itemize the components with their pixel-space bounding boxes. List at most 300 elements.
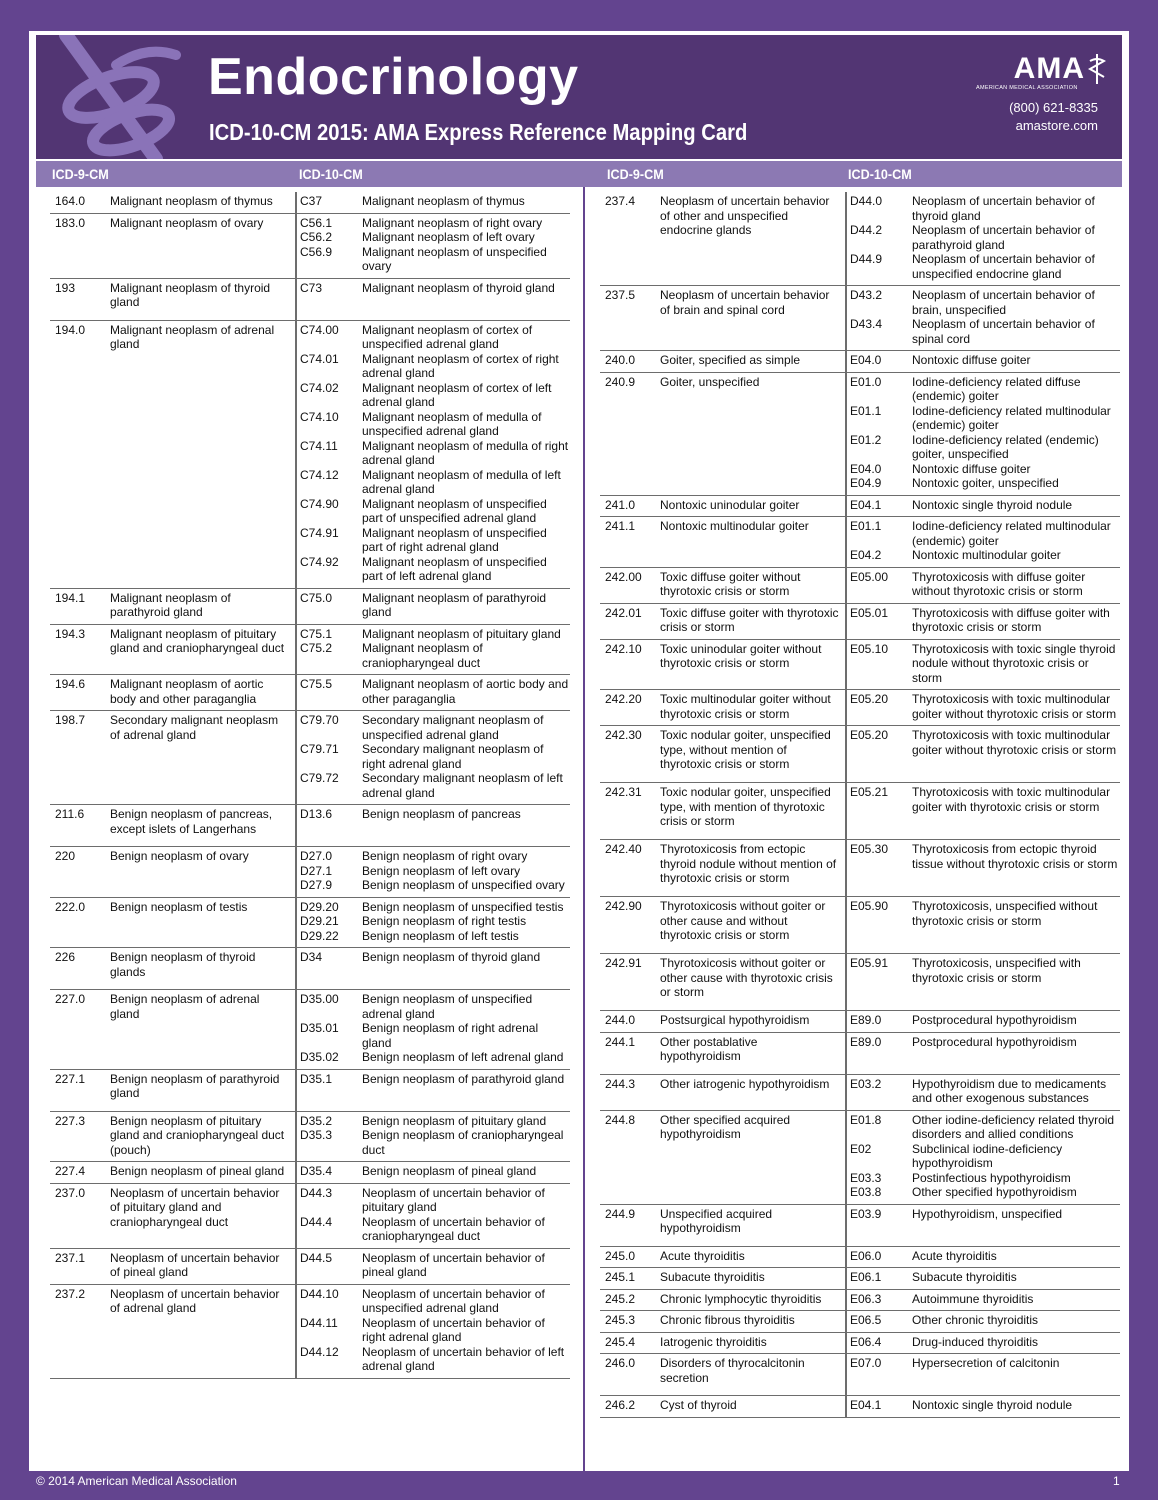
icd9-description: Disorders of thyrocalcitonin secretion xyxy=(660,1356,805,1385)
icd9-code: 220 xyxy=(55,849,76,863)
icd9-code: 242.40 xyxy=(605,842,642,856)
icd10-mapping xyxy=(300,1186,570,1215)
icd10-mapping xyxy=(850,433,1120,462)
icd10-description: Malignant neoplasm of cortex of left adrenal gland xyxy=(362,380,552,409)
icd10-code: C56.9 xyxy=(300,244,333,259)
icd10-description: Benign neoplasm of right adrenal gland xyxy=(362,1021,539,1050)
icd10-description: Malignant neoplasm of aortic body and other paraganglia xyxy=(362,677,569,706)
icd10-description: Secondary malignant neoplasm of right adrenal gland xyxy=(362,742,544,771)
icd9-description: Subacute thyroiditis xyxy=(660,1270,765,1284)
icd9-code: 244.9 xyxy=(605,1206,636,1221)
page-number: 1 xyxy=(1113,1474,1120,1488)
icd10-mapping xyxy=(300,381,570,410)
icd10-mapping xyxy=(850,1398,1120,1413)
icd9-description: Malignant neoplasm of aortic body and other paraganglia xyxy=(110,677,264,706)
icd10-description: Postinfectious hypothyroidism xyxy=(912,1170,1071,1185)
icd10-description: Neoplasm of uncertain behavior of right adrenal gland xyxy=(362,1315,545,1344)
icd9-description: Toxic nodular goiter, unspecified type, without mention of thyrotoxic crisis or storm xyxy=(660,728,831,771)
icd10-code: E01.8 xyxy=(850,1112,882,1127)
table-row xyxy=(50,1285,570,1379)
icd10-description: Neoplasm of uncertain behavior of brain, unspecified xyxy=(912,288,1095,317)
icd10-code: C74.11 xyxy=(300,438,338,453)
table-row xyxy=(600,496,1120,518)
icd10-description: Thyrotoxicosis with toxic multinodular goiter without thyrotoxic crisis or storm xyxy=(912,692,1117,721)
icd10-mapping xyxy=(850,1207,1120,1222)
logo-subtext: AMERICAN MEDICAL ASSOCIATION xyxy=(976,85,1078,91)
table-row xyxy=(50,192,570,214)
icd10-description: Malignant neoplasm of medulla of right adrenal gland xyxy=(362,438,569,467)
icd9-description: Toxic uninodular goiter without thyrotoxic crisis or storm xyxy=(660,641,822,670)
icd10-code: D34 xyxy=(300,950,323,964)
icd10-code: E03.2 xyxy=(850,1076,882,1091)
icd10-mapping xyxy=(300,713,570,742)
icd10-mapping xyxy=(850,194,1120,223)
icd10-mapping xyxy=(850,692,1120,721)
table-row xyxy=(600,1268,1120,1290)
table-row xyxy=(50,1070,570,1112)
icd10-mapping xyxy=(850,899,1120,928)
icd10-mapping xyxy=(850,1171,1120,1186)
icd10-description: Nontoxic goiter, unspecified xyxy=(912,476,1059,490)
table-row xyxy=(600,351,1120,373)
table-row xyxy=(600,1111,1120,1205)
icd10-code: D44.10 xyxy=(300,1286,339,1301)
icd9-code: 237.4 xyxy=(605,194,636,208)
icd10-code: D27.1 xyxy=(300,863,333,878)
icd10-description: Thyrotoxicosis, unspecified without thyrotoxic crisis or storm xyxy=(912,899,1098,928)
icd10-mapping xyxy=(850,375,1120,404)
icd10-code: C74.91 xyxy=(300,525,339,540)
icd10-code: E05.00 xyxy=(850,569,889,584)
icd10-description: Benign neoplasm of pancreas xyxy=(362,807,521,821)
icd10-description: Other specified hypothyroidism xyxy=(912,1185,1077,1199)
icd10-mapping xyxy=(850,519,1120,548)
icd10-mapping xyxy=(300,950,570,965)
icd10-code: E05.01 xyxy=(850,605,889,620)
icd10-code: D27.9 xyxy=(300,878,333,892)
icd10-code: C73 xyxy=(300,280,323,295)
icd9-code: 227.3 xyxy=(55,1113,86,1128)
icd10-code: C37 xyxy=(300,194,323,208)
header-banner xyxy=(36,35,1122,159)
icd9-code: 193 xyxy=(55,280,76,295)
icd9-description: Chronic fibrous thyroiditis xyxy=(660,1313,795,1327)
icd10-mapping xyxy=(850,223,1120,252)
icd10-code: C74.10 xyxy=(300,409,339,424)
icd9-description: Toxic multinodular goiter without thyrotoxic crisis or storm xyxy=(660,692,831,721)
icd10-code: E02 xyxy=(850,1141,872,1156)
icd10-mapping xyxy=(300,1251,570,1280)
icd10-code: E06.0 xyxy=(850,1248,882,1263)
icd10-description: Thyrotoxicosis with toxic single thyroid nodule without thyrotoxic crisis or storm xyxy=(912,641,1116,685)
icd10-description: Benign neoplasm of unspecified ovary xyxy=(362,878,565,892)
icd10-code: D44.3 xyxy=(300,1185,333,1200)
icd10-mapping xyxy=(850,317,1120,346)
icd10-code: E05.90 xyxy=(850,899,889,913)
icd10-description: Autoimmune thyroiditis xyxy=(912,1291,1034,1306)
icd10-mapping xyxy=(300,900,570,915)
icd9-code: 245.2 xyxy=(605,1291,636,1306)
icd10-code: E05.10 xyxy=(850,641,889,656)
icd9-description: Neoplasm of uncertain behavior of pineal gland xyxy=(110,1250,280,1279)
table-row xyxy=(50,1112,570,1163)
icd9-code: 244.8 xyxy=(605,1112,636,1127)
table-row xyxy=(600,640,1120,691)
icd9-code: 242.01 xyxy=(605,605,642,620)
icd9-code: 245.1 xyxy=(605,1270,636,1284)
icd10-code: E04.9 xyxy=(850,476,882,490)
icd10-description: Malignant neoplasm of cortex of unspecified adrenal gland xyxy=(362,322,533,351)
icd10-description: Other chronic thyroiditis xyxy=(912,1313,1039,1327)
table-row xyxy=(50,1249,570,1285)
icd10-mapping xyxy=(300,1128,570,1157)
table-row xyxy=(50,898,570,949)
icd9-code: 237.2 xyxy=(55,1286,86,1301)
icd10-code: D44.4 xyxy=(300,1214,333,1229)
icd10-mapping xyxy=(850,548,1120,563)
icd10-code: D35.4 xyxy=(300,1164,333,1178)
icd10-code: D35.2 xyxy=(300,1113,333,1128)
icd10-code: E05.30 xyxy=(850,842,889,856)
icd10-description: Malignant neoplasm of left ovary xyxy=(362,230,535,244)
icd10-description: Benign neoplasm of thyroid gland xyxy=(362,950,541,964)
icd10-mapping xyxy=(300,627,570,642)
icd10-code: C74.01 xyxy=(300,351,339,366)
icd10-code: E89.0 xyxy=(850,1034,882,1049)
icd10-code: E04.2 xyxy=(850,548,882,562)
icd9-description: Nontoxic multinodular goiter xyxy=(660,519,809,533)
icd10-mapping xyxy=(850,1013,1120,1028)
icd10-mapping xyxy=(850,728,1120,757)
icd9-code: 245.0 xyxy=(605,1248,636,1263)
icd10-code: D44.11 xyxy=(300,1315,338,1330)
icd10-mapping xyxy=(300,230,570,245)
icd9-description: Unspecified acquired hypothyroidism xyxy=(660,1206,773,1235)
icd10-code: D35.02 xyxy=(300,1050,339,1064)
icd10-code: E04.1 xyxy=(850,497,882,512)
icd10-code: D29.22 xyxy=(300,928,339,943)
icd10-code: E01.1 xyxy=(850,519,882,533)
icd10-code: E06.4 xyxy=(850,1334,882,1349)
icd9-description: Benign neoplasm of pancreas, except islets of Langerhans xyxy=(110,807,273,836)
icd10-code: E05.20 xyxy=(850,728,889,742)
icd10-mapping xyxy=(850,1077,1120,1106)
icd10-mapping xyxy=(300,245,570,274)
icd10-description: Malignant neoplasm of cortex of right adrenal gland xyxy=(362,351,559,380)
icd9-description: Benign neoplasm of pineal gland xyxy=(110,1164,285,1178)
table-row xyxy=(600,1290,1120,1312)
icd10-code: D43.4 xyxy=(850,317,883,331)
icd10-mapping xyxy=(300,323,570,352)
icd10-mapping xyxy=(850,1142,1120,1171)
icd10-mapping xyxy=(850,1292,1120,1307)
icd10-mapping xyxy=(300,771,570,800)
table-row xyxy=(50,711,570,805)
icd10-description: Nontoxic diffuse goiter xyxy=(912,461,1031,476)
icd9-description: Postsurgical hypothyroidism xyxy=(660,1013,810,1027)
table-row xyxy=(50,990,570,1070)
icd10-code: C74.90 xyxy=(300,496,339,511)
table-row xyxy=(50,948,570,990)
icd10-description: Malignant neoplasm of thyroid gland xyxy=(362,280,555,295)
icd10-code: E06.5 xyxy=(850,1313,882,1327)
icd10-mapping xyxy=(300,849,570,864)
icd9-code: 226 xyxy=(55,950,76,964)
icd9-description: Neoplasm of uncertain behavior of pituitary gland and craniopharyngeal duct xyxy=(110,1185,280,1229)
icd10-description: Benign neoplasm of unspecified adrenal gland xyxy=(362,992,533,1021)
icd10-code: C75.0 xyxy=(300,590,333,605)
table-row xyxy=(600,286,1120,351)
icd10-description: Subclinical iodine-deficiency hypothyroidism xyxy=(912,1141,1063,1170)
icd10-code: D35.01 xyxy=(300,1021,339,1035)
icd10-description: Neoplasm of uncertain behavior of thyroid gland xyxy=(912,194,1095,223)
icd10-description: Iodine-deficiency related multinodular (endemic) goiter xyxy=(912,403,1111,432)
table-row xyxy=(50,1162,570,1184)
icd9-description: Other postablative hypothyroidism xyxy=(660,1034,758,1063)
icd10-mapping xyxy=(850,1035,1120,1050)
icd9-code: 227.1 xyxy=(55,1071,86,1086)
icd10-code: E06.1 xyxy=(850,1270,882,1284)
table-row xyxy=(600,690,1120,726)
icd10-code: D43.2 xyxy=(850,288,883,302)
table-row xyxy=(600,604,1120,640)
icd10-code: D35.00 xyxy=(300,992,339,1006)
icd10-mapping xyxy=(300,929,570,944)
icd10-mapping xyxy=(300,1072,570,1087)
icd10-code: E03.8 xyxy=(850,1185,882,1199)
icd9-description: Benign neoplasm of parathyroid gland xyxy=(110,1071,280,1100)
icd10-mapping xyxy=(850,353,1120,368)
column-header-icd9-right: ICD-9-CM xyxy=(607,166,664,182)
icd10-description: Acute thyroiditis xyxy=(912,1248,997,1263)
icd10-mapping xyxy=(300,807,570,822)
icd10-code: C74.92 xyxy=(300,554,339,569)
icd10-mapping xyxy=(300,1316,570,1345)
icd9-code: 242.30 xyxy=(605,728,642,742)
column-header-icd10-left: ICD-10-CM xyxy=(299,166,363,182)
icd9-description: Benign neoplasm of ovary xyxy=(110,849,249,863)
icd10-mapping xyxy=(300,1021,570,1050)
icd9-code: 244.0 xyxy=(605,1013,636,1027)
icd10-code: C75.2 xyxy=(300,641,333,655)
icd9-description: Toxic diffuse goiter without thyrotoxic crisis or storm xyxy=(660,569,801,598)
table-row xyxy=(600,1033,1120,1075)
icd10-mapping xyxy=(850,1335,1120,1350)
icd10-code: C75.5 xyxy=(300,677,333,691)
icd9-description: Iatrogenic thyroiditis xyxy=(660,1334,767,1349)
page-subtitle: ICD-10-CM 2015: AMA Express Reference Mapping Card xyxy=(209,119,748,145)
table-row xyxy=(600,1247,1120,1269)
icd9-code: 164.0 xyxy=(55,194,86,208)
table-row xyxy=(600,1333,1120,1355)
icd10-code: E01.2 xyxy=(850,432,882,447)
icd9-description: Chronic lymphocytic thyroiditis xyxy=(660,1291,822,1306)
icd10-description: Benign neoplasm of left ovary xyxy=(362,863,521,878)
table-row xyxy=(50,625,570,676)
icd10-code: C75.1 xyxy=(300,626,333,641)
icd9-description: Malignant neoplasm of parathyroid gland xyxy=(110,590,231,619)
table-row xyxy=(50,214,570,279)
icd10-code: E89.0 xyxy=(850,1013,882,1027)
icd9-code: 242.91 xyxy=(605,956,642,970)
icd10-description: Neoplasm of uncertain behavior of spinal cord xyxy=(912,317,1095,346)
icd10-description: Malignant neoplasm of pituitary gland xyxy=(362,626,561,641)
icd10-mapping xyxy=(850,288,1120,317)
icd10-code: C74.00 xyxy=(300,322,339,337)
table-row xyxy=(50,589,570,625)
icd10-mapping xyxy=(850,606,1120,635)
table-row xyxy=(600,726,1120,783)
icd9-code: 194.0 xyxy=(55,322,86,337)
column-header-icd10-right: ICD-10-CM xyxy=(848,166,912,182)
icd9-code: 245.3 xyxy=(605,1313,636,1327)
icd10-description: Nontoxic diffuse goiter xyxy=(912,353,1031,367)
icd10-description: Malignant neoplasm of unspecified part of right adrenal gland xyxy=(362,525,547,554)
icd10-mapping xyxy=(300,1050,570,1065)
icd10-code: D27.0 xyxy=(300,849,333,863)
icd10-mapping xyxy=(850,498,1120,513)
icd10-mapping xyxy=(300,591,570,620)
icd10-code: C79.70 xyxy=(300,713,339,727)
icd10-mapping xyxy=(850,1313,1120,1328)
icd10-description: Benign neoplasm of parathyroid gland xyxy=(362,1071,565,1086)
table-row xyxy=(600,840,1120,897)
icd10-mapping xyxy=(300,281,570,296)
icd10-description: Benign neoplasm of unspecified testis xyxy=(362,899,564,914)
icd10-description: Neoplasm of uncertain behavior of craniopharyngeal duct xyxy=(362,1214,545,1243)
icd10-description: Neoplasm of uncertain behavior of pituitary gland xyxy=(362,1185,545,1214)
website-link[interactable]: amastore.com xyxy=(1015,118,1098,133)
icd9-code: 194.3 xyxy=(55,626,86,641)
icd10-code: C56.1 xyxy=(300,215,333,230)
icd10-mapping xyxy=(300,1164,570,1179)
icd10-mapping xyxy=(300,1114,570,1129)
icd9-code: 183.0 xyxy=(55,215,86,230)
icd10-code: D44.2 xyxy=(850,223,883,237)
icd10-description: Thyrotoxicosis with diffuse goiter with thyrotoxic crisis or storm xyxy=(912,605,1110,634)
icd10-mapping xyxy=(850,842,1120,871)
icd10-description: Benign neoplasm of right testis xyxy=(362,914,527,928)
caduceus-icon xyxy=(1086,53,1108,85)
icd10-description: Neoplasm of uncertain behavior of left adrenal gland xyxy=(362,1344,565,1373)
icd9-description: Thyrotoxicosis from ectopic thyroid nodule without mention of thyrotoxic crisis or storm xyxy=(660,842,837,885)
icd10-code: E05.21 xyxy=(850,785,889,799)
icd10-mapping xyxy=(300,914,570,929)
icd9-code: 242.00 xyxy=(605,569,642,584)
icd9-code: 237.5 xyxy=(605,288,636,302)
icd10-code: E03.9 xyxy=(850,1206,882,1221)
icd10-description: Benign neoplasm of pineal gland xyxy=(362,1164,537,1178)
icd10-description: Benign neoplasm of craniopharyngeal duct xyxy=(362,1128,564,1157)
icd10-code: C79.72 xyxy=(300,771,339,785)
icd9-description: Acute thyroiditis xyxy=(660,1248,745,1263)
ama-logo xyxy=(968,53,1108,135)
icd9-code: 242.31 xyxy=(605,785,642,799)
icd10-description: Malignant neoplasm of medulla of left adrenal gland xyxy=(362,467,561,496)
icd10-description: Benign neoplasm of left testis xyxy=(362,928,519,943)
column-divider xyxy=(583,187,585,1471)
icd10-mapping xyxy=(300,1215,570,1244)
icd10-code: C74.02 xyxy=(300,380,339,395)
icd9-description: Nontoxic uninodular goiter xyxy=(660,497,800,512)
right-mapping-table xyxy=(600,192,1120,1418)
icd10-description: Malignant neoplasm of right ovary xyxy=(362,215,543,230)
icd9-code: 246.2 xyxy=(605,1398,636,1412)
icd10-mapping xyxy=(300,497,570,526)
icd9-code: 194.6 xyxy=(55,677,86,691)
icd10-code: D13.6 xyxy=(300,807,333,821)
icd10-code: D29.21 xyxy=(300,914,339,928)
icd9-description: Goiter, unspecified xyxy=(660,374,760,389)
icd9-code: 227.0 xyxy=(55,992,86,1006)
icd10-mapping xyxy=(300,742,570,771)
icd9-description: Thyrotoxicosis without goiter or other cause with thyrotoxic crisis or storm xyxy=(660,956,833,999)
icd10-description: Malignant neoplasm of unspecified part of unspecified adrenal gland xyxy=(362,496,547,525)
icd9-description: Malignant neoplasm of ovary xyxy=(110,215,264,230)
icd9-description: Secondary malignant neoplasm of adrenal gland xyxy=(110,713,279,742)
icd10-description: Benign neoplasm of left adrenal gland xyxy=(362,1050,564,1064)
icd10-mapping xyxy=(300,992,570,1021)
icd10-description: Neoplasm of uncertain behavior of parathyroid gland xyxy=(912,223,1095,252)
table-row xyxy=(600,373,1120,496)
icd10-mapping xyxy=(850,642,1120,686)
icd10-code: D44.0 xyxy=(850,194,883,208)
icd9-description: Neoplasm of uncertain behavior of other and unspecified endocrine glands xyxy=(660,194,830,237)
icd10-mapping xyxy=(300,878,570,893)
icd9-code: 245.4 xyxy=(605,1334,636,1349)
icd9-code: 242.10 xyxy=(605,641,642,656)
icd10-description: Thyrotoxicosis with toxic multinodular goiter without thyrotoxic crisis or storm xyxy=(912,728,1117,757)
icd10-description: Iodine-deficiency related (endemic) goiter, unspecified xyxy=(912,432,1099,461)
icd9-code: 244.3 xyxy=(605,1076,636,1091)
icd10-description: Malignant neoplasm of medulla of unspecified adrenal gland xyxy=(362,409,542,438)
logo-text: AMA xyxy=(1013,52,1085,85)
table-row xyxy=(600,1354,1120,1396)
table-row xyxy=(600,192,1120,286)
icd10-mapping xyxy=(300,468,570,497)
icd10-description: Thyrotoxicosis with diffuse goiter without thyrotoxic crisis or storm xyxy=(912,569,1086,598)
icd10-description: Neoplasm of uncertain behavior of unspecified adrenal gland xyxy=(362,1286,545,1315)
icd10-description: Nontoxic single thyroid nodule xyxy=(912,1398,1073,1412)
icd10-description: Thyrotoxicosis, unspecified with thyrotoxic crisis or storm xyxy=(912,956,1081,985)
icd10-description: Nontoxic multinodular goiter xyxy=(912,548,1061,562)
icd9-code: 237.1 xyxy=(55,1250,86,1265)
icd10-code: C74.12 xyxy=(300,467,339,482)
icd9-code: 240.0 xyxy=(605,353,636,367)
icd9-description: Other specified acquired hypothyroidism xyxy=(660,1112,791,1141)
left-mapping-table xyxy=(50,192,570,1379)
icd10-code: E03.3 xyxy=(850,1170,882,1185)
icd10-mapping xyxy=(300,410,570,439)
icd10-description: Secondary malignant neoplasm of left adrenal gland xyxy=(362,771,563,800)
column-header-bar xyxy=(36,161,1122,187)
icd10-description: Postprocedural hypothyroidism xyxy=(912,1034,1077,1049)
icd10-code: E06.3 xyxy=(850,1291,882,1306)
table-row xyxy=(600,954,1120,1011)
icd10-description: Malignant neoplasm of thymus xyxy=(362,194,525,208)
icd10-code: D44.9 xyxy=(850,252,883,266)
icd10-mapping xyxy=(850,462,1120,477)
icd10-code: E01.0 xyxy=(850,374,882,389)
table-row xyxy=(600,1396,1120,1418)
icd9-code: 240.9 xyxy=(605,374,636,389)
icd9-code: 222.0 xyxy=(55,899,86,914)
icd9-description: Benign neoplasm of thyroid glands xyxy=(110,950,256,979)
icd10-code: D44.5 xyxy=(300,1250,333,1265)
icd10-code: E07.0 xyxy=(850,1356,882,1370)
icd10-code: D35.3 xyxy=(300,1128,333,1142)
copyright: © 2014 American Medical Association xyxy=(36,1474,237,1488)
